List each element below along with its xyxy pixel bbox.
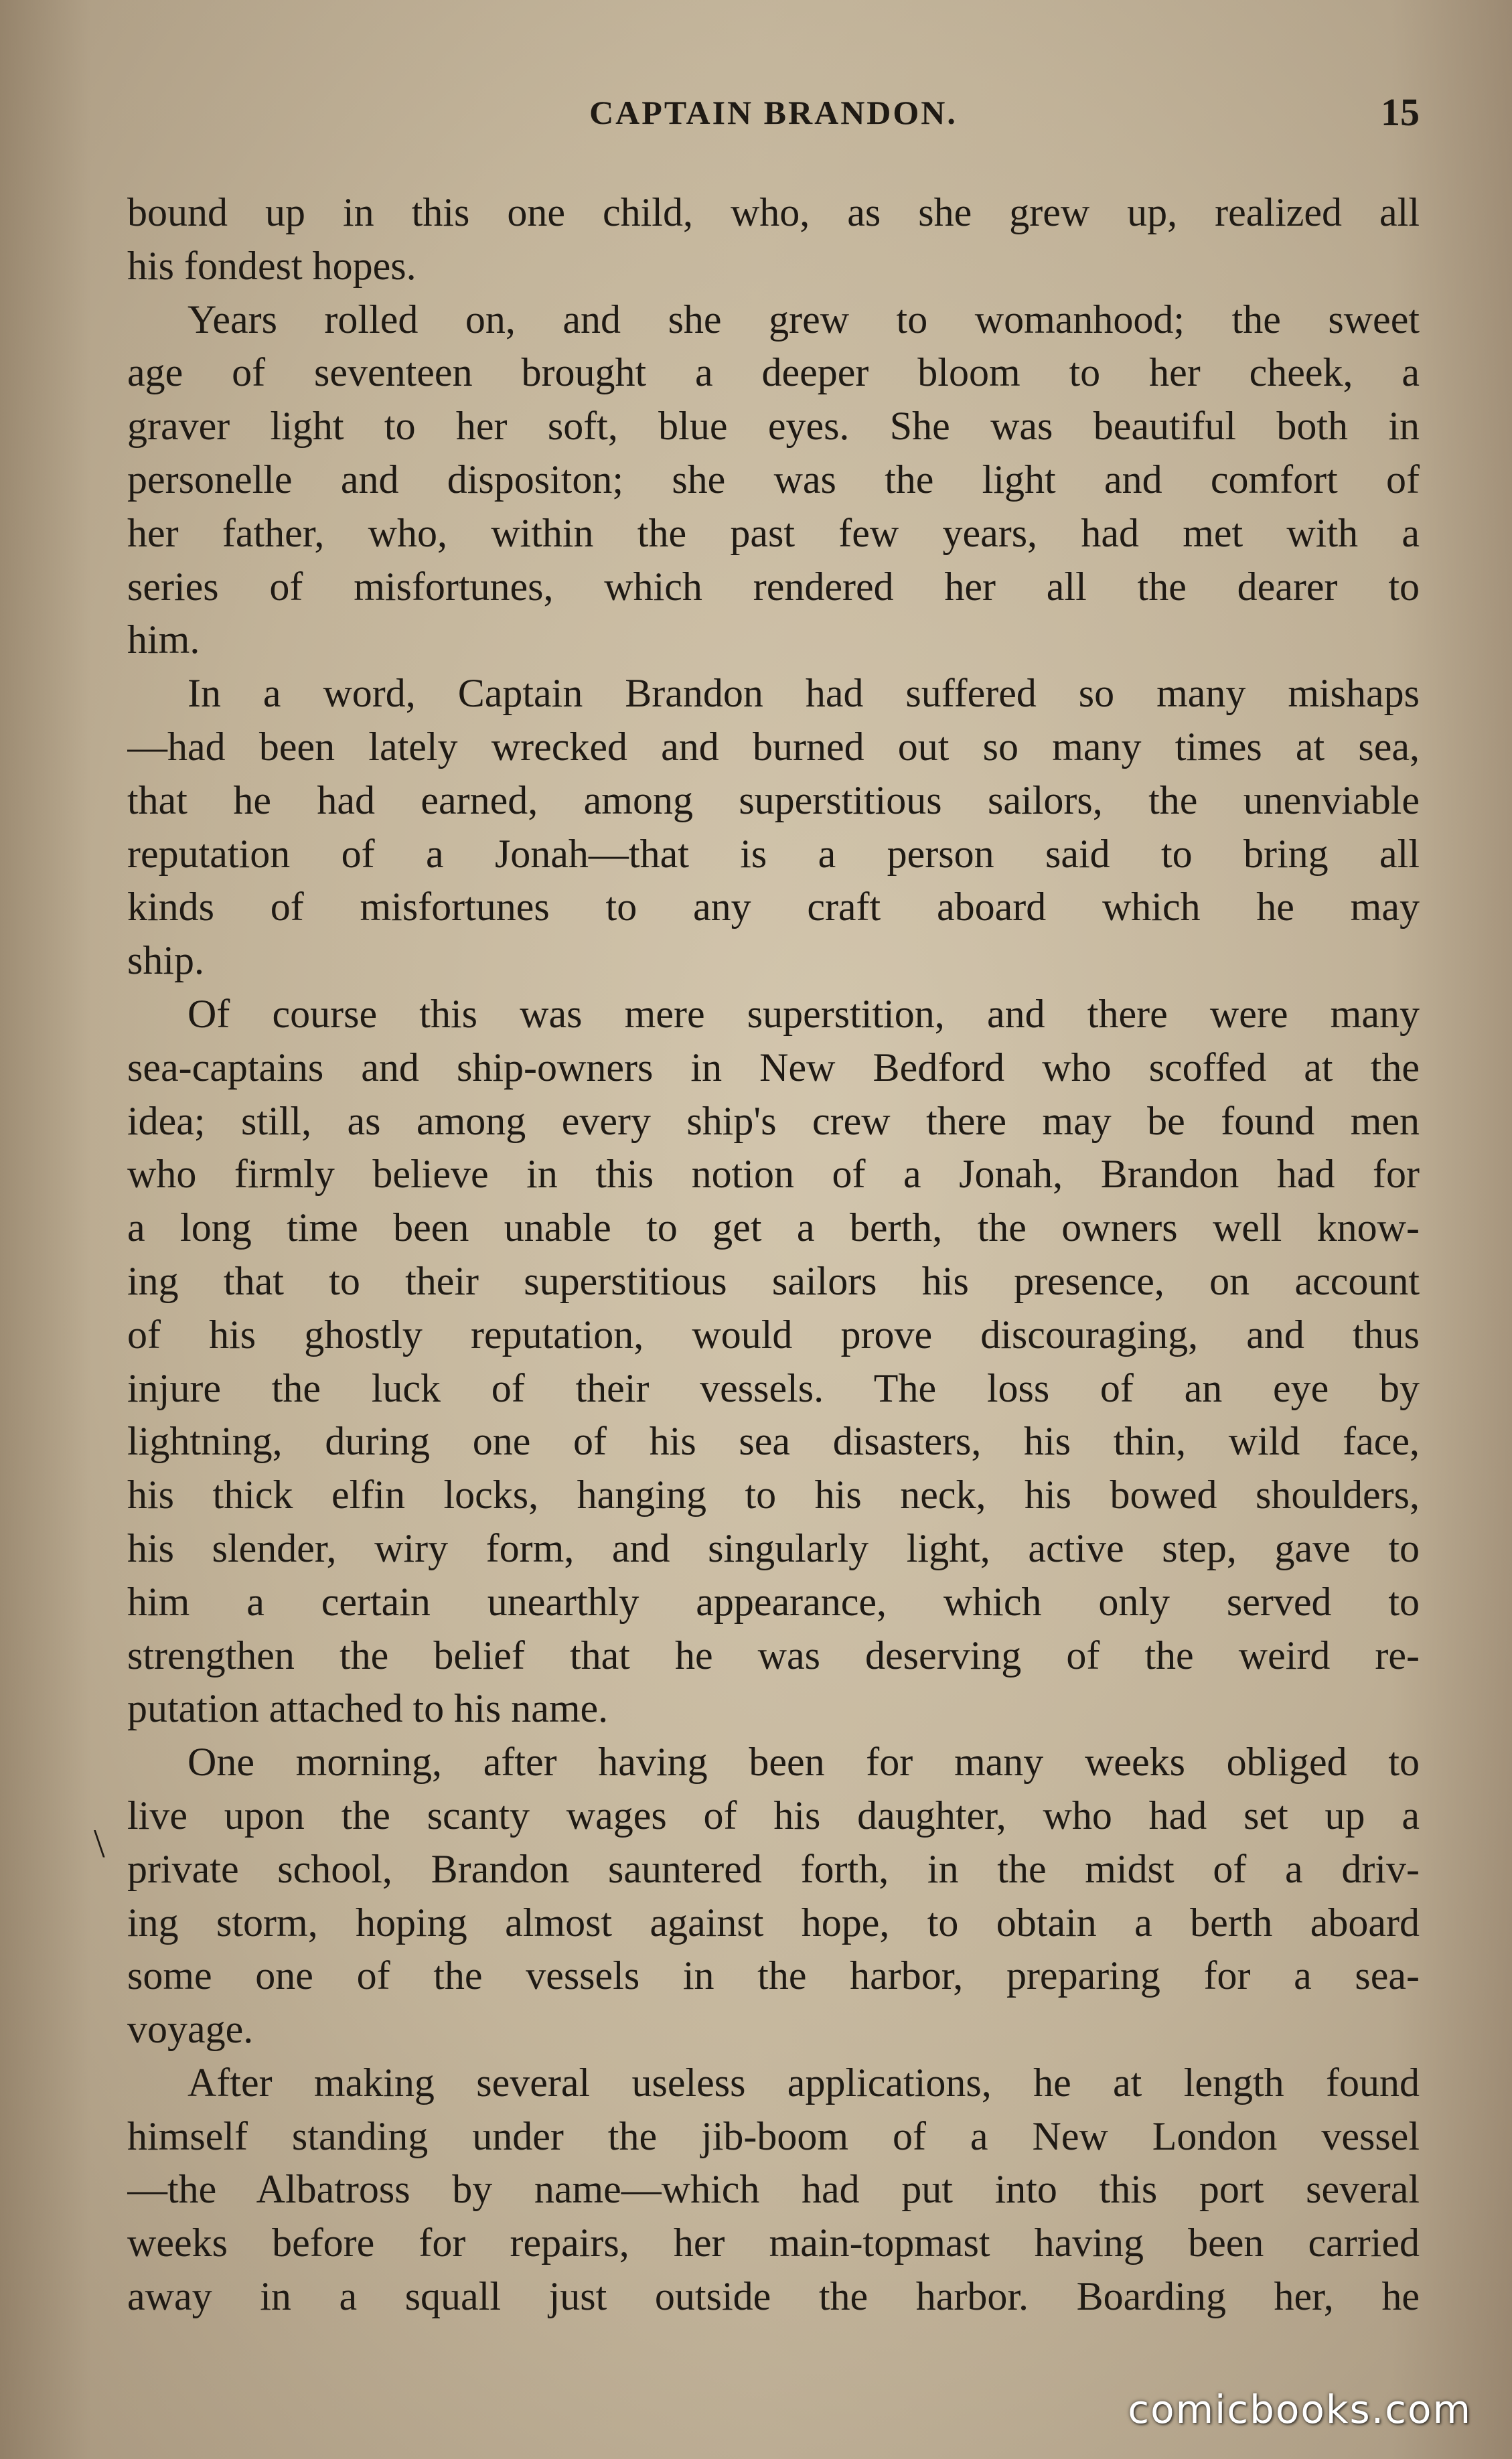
text-line: injure the luck of their vessels. The loss of an eye by	[127, 1365, 1420, 1410]
text-line: idea; still, as among every ship's crew there may be found men	[127, 1098, 1420, 1143]
text-line: strengthen the belief that he was deserving of the weird re-	[127, 1633, 1420, 1678]
text-line: One morning, after having been for many weeks obliged to	[187, 1740, 1420, 1785]
text-line: away in a squall just outside the harbor. Boarding her, he	[127, 2274, 1420, 2319]
text-line: ing storm, hoping almost against hope, to obtain a berth aboard	[127, 1900, 1420, 1945]
text-line: him.	[127, 617, 200, 662]
text-line: weeks before for repairs, her main-topmast having been carried	[127, 2221, 1420, 2265]
text-line: In a word, Captain Brandon had suffered so many mishaps	[187, 671, 1420, 716]
body-text	[127, 186, 1420, 2324]
text-line: age of seventeen brought a deeper bloom to her cheek, a	[127, 350, 1420, 395]
watermark: comicbooks.com	[1128, 2387, 1472, 2432]
margin-mark: \	[94, 1821, 105, 1866]
text-line: ship.	[127, 938, 205, 983]
running-head: CAPTAIN BRANDON.	[589, 94, 958, 131]
text-line: reputation of a Jonah—that is a person said to bring all	[127, 831, 1420, 876]
text-line: putation attached to his name.	[127, 1686, 609, 1731]
text-line: private school, Brandon sauntered forth, in the midst of a driv-	[127, 1846, 1420, 1891]
text-line: bound up in this one child, who, as she grew up, realized all	[127, 190, 1420, 234]
text-line: Years rolled on, and she grew to womanhood; the sweet	[187, 297, 1420, 342]
text-line: personelle and dispositon; she was the light and comfort of	[127, 457, 1420, 502]
text-line: him a certain unearthly appearance, which only served to	[127, 1579, 1420, 1624]
text-line: Of course this was mere superstition, and there were many	[187, 991, 1420, 1036]
page-header	[127, 86, 1420, 139]
text-line: his fondest hopes.	[127, 243, 417, 288]
page-number: 15	[1381, 90, 1420, 134]
text-line: his thick elfin locks, hanging to his neck, his bowed shoulders,	[127, 1473, 1420, 1517]
text-line: that he had earned, among superstitious sailors, the unenviable	[127, 777, 1420, 822]
text-line: live upon the scanty wages of his daughter, who had set up a	[127, 1793, 1420, 1838]
text-line: his slender, wiry form, and singularly light, active step, gave to	[127, 1525, 1420, 1570]
text-line: voyage.	[127, 2007, 254, 2052]
text-line: —had been lately wrecked and burned out so many times at sea,	[127, 724, 1420, 769]
text-line: ing that to their superstitious sailors his presence, on account	[127, 1258, 1420, 1303]
text-line: of his ghostly reputation, would prove discouraging, and thus	[127, 1312, 1420, 1357]
text-line: After making several useless applications, he at length found	[187, 2060, 1420, 2105]
text-line: a long time been unable to get a berth, the owners well know-	[127, 1205, 1420, 1250]
text-line: himself standing under the jib-boom of a New London vessel	[127, 2113, 1420, 2158]
text-line: sea-captains and ship-owners in New Bedford who scoffed at the	[127, 1045, 1420, 1090]
text-line: series of misfortunes, which rendered her all the dearer to	[127, 564, 1420, 609]
text-line: some one of the vessels in the harbor, preparing for a sea-	[127, 1953, 1420, 1998]
text-line: her father, who, within the past few years, had met with a	[127, 510, 1420, 555]
text-line: kinds of misfortunes to any craft aboard which he may	[127, 885, 1420, 929]
text-line: graver light to her soft, blue eyes. She was beautiful both in	[127, 404, 1420, 449]
text-line: who firmly believe in this notion of a Jonah, Brandon had for	[127, 1152, 1420, 1197]
text-line: —the Albatross by name—which had put into this port several	[127, 2167, 1420, 2212]
text-line: lightning, during one of his sea disasters, his thin, wild face,	[127, 1419, 1420, 1464]
